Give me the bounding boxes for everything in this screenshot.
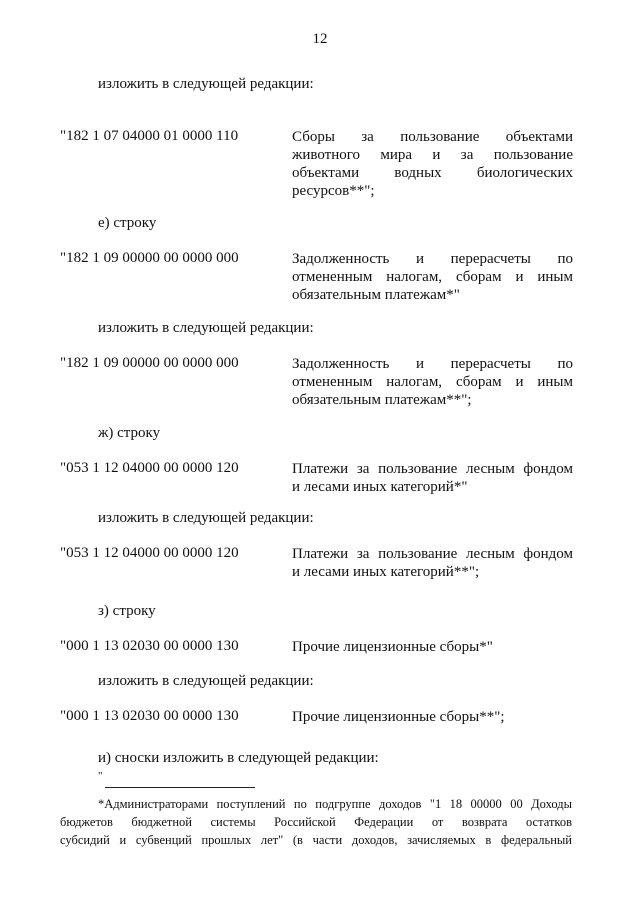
footnote-line: бюджетов бюджетной системы Российской Федерации от возврата остатков (60, 815, 572, 829)
budget-code: "000 1 13 02030 00 0000 130 (60, 708, 239, 724)
budget-code-description (292, 355, 573, 409)
instruction-paragraph: з) строку (98, 603, 156, 619)
instruction-paragraph: изложить в следующей редакции: (98, 76, 314, 92)
budget-code: "053 1 12 04000 00 0000 120 (60, 545, 239, 561)
description-line: объектами водных биологических (292, 165, 573, 181)
description-line: ресурсов**"; (292, 183, 375, 199)
budget-code-description (292, 545, 573, 581)
instruction-paragraph: ж) строку (98, 425, 161, 441)
description-line: Задолженность и перерасчеты по (292, 356, 573, 372)
description-line: Сборы за пользование объектами (292, 129, 573, 145)
description-line: Прочие лицензионные сборы**"; (292, 709, 505, 725)
budget-code: "053 1 12 04000 00 0000 120 (60, 460, 239, 476)
instruction-paragraph: и) сноски изложить в следующей редакции: (98, 750, 379, 766)
footnote-text (60, 795, 572, 849)
description-line: Платежи за пользование лесным фондом (292, 546, 573, 562)
footnote-line: субсидий и субвенций прошлых лет" (в части доходов, зачисляемых в федеральный (60, 833, 572, 847)
description-line: и лесами иных категорий*" (292, 479, 468, 495)
budget-code-description (292, 708, 573, 726)
description-line: обязательным платежам*" (292, 287, 460, 303)
budget-code: "182 1 09 00000 00 0000 000 (60, 250, 239, 266)
footnote-line: *Администраторами поступлений по подгруппе доходов "1 18 00000 00 Доходы (98, 797, 572, 811)
budget-code: "000 1 13 02030 00 0000 130 (60, 638, 239, 654)
budget-code-description (292, 250, 573, 304)
page-number: 12 (312, 31, 328, 47)
budget-code: "182 1 09 00000 00 0000 000 (60, 355, 239, 371)
description-line: и лесами иных категорий**"; (292, 564, 480, 580)
budget-code-description (292, 128, 573, 200)
description-line: отмененным налогам, сборам и иным (292, 269, 573, 285)
description-line: обязательным платежам**"; (292, 392, 472, 408)
description-line: Платежи за пользование лесным фондом (292, 461, 573, 477)
footnote-separator (105, 787, 255, 788)
instruction-paragraph: изложить в следующей редакции: (98, 673, 314, 689)
budget-code: "182 1 07 04000 01 0000 110 (60, 128, 239, 144)
budget-code-description (292, 638, 573, 656)
footnote-open-quote: " (98, 770, 103, 782)
description-line: Прочие лицензионные сборы*" (292, 639, 493, 655)
instruction-paragraph: изложить в следующей редакции: (98, 320, 314, 336)
description-line: животного мира и за пользование (292, 147, 573, 163)
instruction-paragraph: е) строку (98, 215, 157, 231)
budget-code-description (292, 460, 573, 496)
description-line: Задолженность и перерасчеты по (292, 251, 573, 267)
instruction-paragraph: изложить в следующей редакции: (98, 510, 314, 526)
description-line: отмененным налогам, сборам и иным (292, 374, 573, 390)
